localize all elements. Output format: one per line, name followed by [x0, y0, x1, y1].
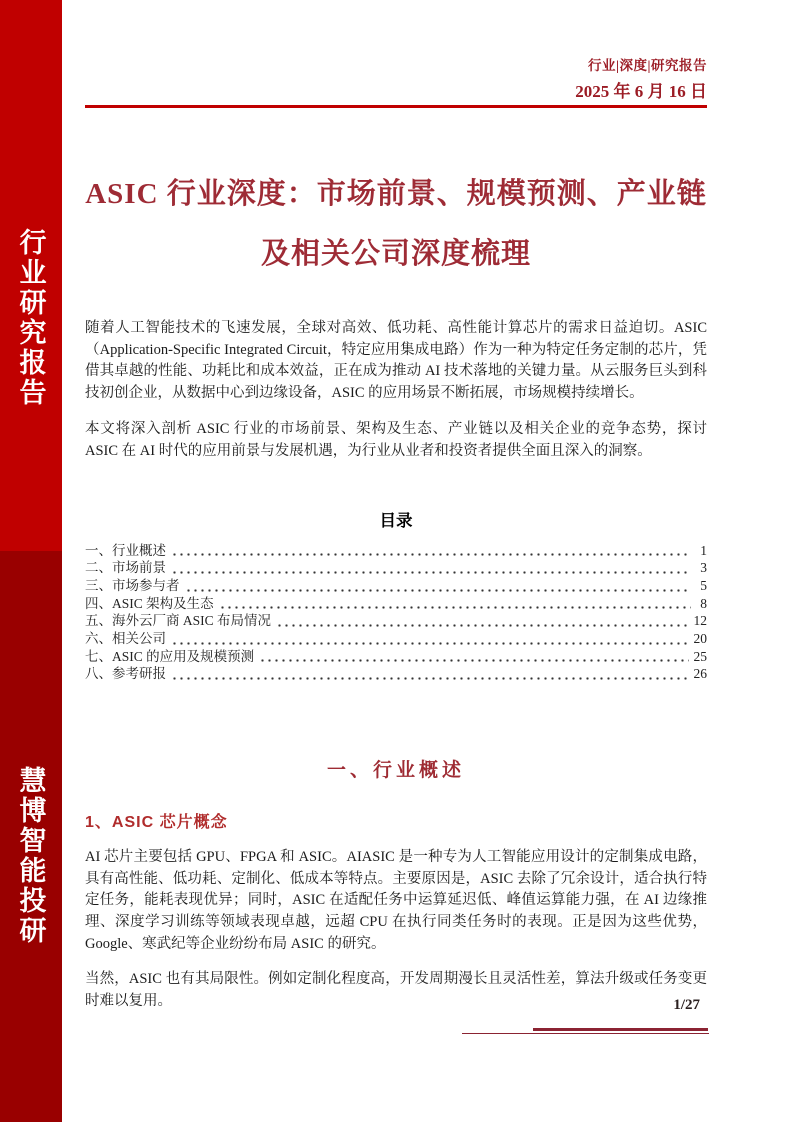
footer-rule-thin [462, 1033, 709, 1034]
section-1-paragraph-1: AI 芯片主要包括 GPU、FPGA 和 ASIC。AIASIC 是一种专为人工智能应用设计的定制集成电路，具有高性能、低功耗、定制化、低成本等特点。主要原因是，ASIC 去除了冗余设计，适合执行特定任务，能耗表现优异；同时，ASIC 在适配任务中运算延迟低、峰值运算能力强，在 AI 边缘推理、深度学习训练等领域表现卓越，远超 CPU 在执行同类任务时的表现。正是因为这些优势，Google、寒武纪等企业纷纷布局 ASIC 的研究。 [85, 849, 707, 952]
toc-entry-6[interactable] [85, 630, 707, 648]
toc-dot-leader [219, 597, 691, 610]
toc-heading: 目录 [379, 510, 413, 530]
report-title: ASIC 行业深度：市场前景、规模预测、产业链及相关公司深度梳理 [85, 178, 707, 270]
toc-entry-label: 五、海外云厂商 ASIC 布局情况 [85, 613, 272, 629]
section-1-heading: 一、行业概述 [326, 760, 465, 782]
section-1-paragraph-2: 当然，ASIC 也有其局限性。例如定制化程度高，开发周期漫长且灵活性差，算法升级或任务变更时难以复用。 [85, 971, 707, 1009]
toc-entry-page: 20 [693, 631, 707, 647]
toc-dot-leader [276, 615, 688, 628]
toc-entry-label: 七、ASIC 的应用及规模预测 [85, 648, 255, 664]
header-rule [85, 105, 707, 108]
report-category-line: 行业|深度|研究报告 [588, 58, 707, 73]
vertical-label-brand: 慧博智能投研 [15, 766, 46, 946]
toc-entry-5[interactable] [85, 612, 707, 630]
report-date: 2025 年 6 月 16 日 [575, 82, 707, 101]
page-number: 1/27 [673, 997, 700, 1013]
toc-entry-3[interactable] [85, 577, 707, 595]
left-band [0, 0, 62, 1122]
footer-rule-thick [533, 1028, 708, 1031]
toc-entry-4[interactable] [85, 595, 707, 613]
vertical-label-report-type: 行业研究报告 [15, 228, 46, 408]
toc-entry-page: 8 [700, 595, 707, 611]
toc-dot-leader [185, 580, 692, 593]
toc-entry-label: 三、市场参与者 [85, 577, 180, 593]
toc-list [85, 542, 707, 684]
table-of-contents [85, 507, 707, 684]
toc-entry-7[interactable] [85, 648, 707, 666]
subsection-1-1-heading: 1、ASIC 芯片概念 [85, 814, 228, 832]
intro-paragraph-2: 本文将深入剖析 ASIC 行业的市场前景、架构及生态、产业链以及相关企业的竞争态势，探讨 ASIC 在 AI 时代的应用前景与发展机遇，为行业从业者和投资者提供全面且深入的洞察。 [85, 421, 707, 459]
toc-entry-label: 八、参考研报 [85, 666, 166, 682]
toc-entry-page: 5 [700, 577, 707, 593]
toc-entry-8[interactable] [85, 665, 707, 683]
toc-entry-label: 一、行业概述 [85, 542, 166, 558]
toc-entry-label: 四、ASIC 架构及生态 [85, 595, 214, 611]
main-content [85, 0, 707, 1012]
toc-entry-1[interactable] [85, 542, 707, 560]
toc-entry-page: 12 [693, 613, 707, 629]
intro-paragraph-1: 随着人工智能技术的飞速发展，全球对高效、低功耗、高性能计算芯片的需求日益迫切。ASIC（Application-Specific Integrated Circuit，特定应用集成电路）作为一种为特定任务定制的芯片，凭借其卓越的性能、功耗比和成本效益，正在成为推动 AI 技术落地的关键力量。从云服务巨头到科技初创企业，从数据中心到边缘设备，ASIC 的应用场景不断拓展，市场规模持续增长。 [85, 320, 707, 401]
toc-entry-page: 26 [693, 666, 707, 682]
toc-entry-label: 二、市场前景 [85, 560, 166, 576]
toc-dot-leader [171, 668, 689, 681]
toc-entry-label: 六、相关公司 [85, 631, 166, 647]
toc-dot-leader [171, 544, 691, 557]
report-header [85, 0, 707, 108]
toc-entry-page: 1 [700, 542, 707, 558]
toc-dot-leader [171, 633, 689, 646]
toc-dot-leader [259, 650, 688, 663]
toc-dot-leader [171, 562, 691, 575]
toc-entry-page: 3 [700, 560, 707, 576]
toc-entry-2[interactable] [85, 559, 707, 577]
toc-entry-page: 25 [693, 648, 707, 664]
